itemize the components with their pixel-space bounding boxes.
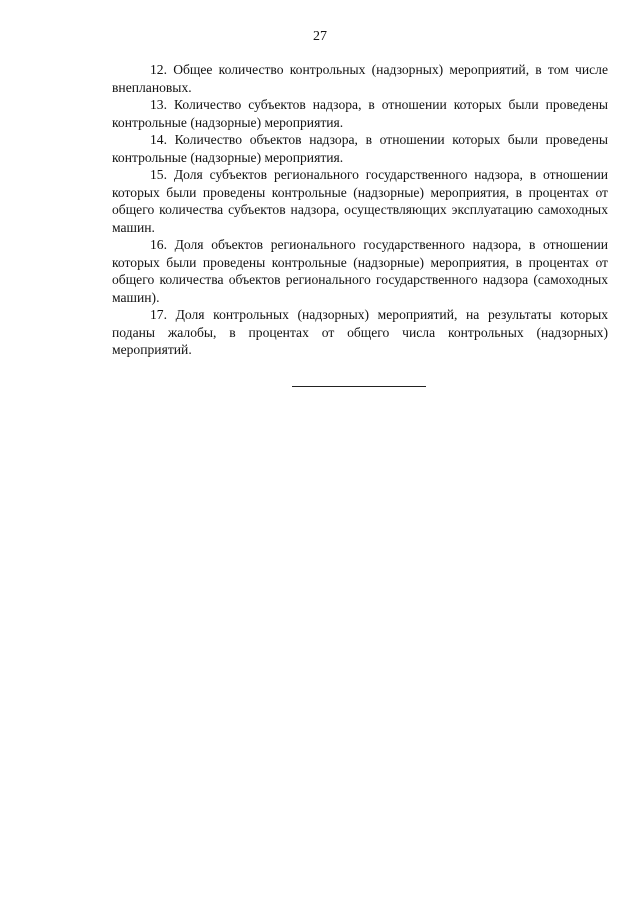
paragraph-15: 15. Доля субъектов регионального государственного надзора, в отношении которых были проведены контрольные (надзорные) мероприятия, в процентах от общего количества субъектов надзора, осуществляющих эксплуатацию самоходных машин. (112, 167, 608, 235)
paragraph-14: 14. Количество объектов надзора, в отношении которых были проведены контрольные (надзорные) мероприятия. (112, 132, 608, 165)
paragraph-16: 16. Доля объектов регионального государственного надзора, в отношении которых были проведены контрольные (надзорные) мероприятия, в процентах от общего количества объектов регионального государственного надзора (самоходных машин). (112, 237, 608, 305)
page-number: 27 (313, 29, 327, 44)
document-body (112, 61, 608, 359)
paragraph-12: 12. Общее количество контрольных (надзорных) мероприятий, в том числе внеплановых. (112, 62, 608, 95)
paragraph-17: 17. Доля контрольных (надзорных) мероприятий, на результаты которых поданы жалобы, в процентах от общего числа контрольных (надзорных) мероприятий. (112, 307, 608, 357)
end-divider (292, 386, 426, 387)
paragraph-13: 13. Количество субъектов надзора, в отношении которых были проведены контрольные (надзорные) мероприятия. (112, 97, 608, 130)
